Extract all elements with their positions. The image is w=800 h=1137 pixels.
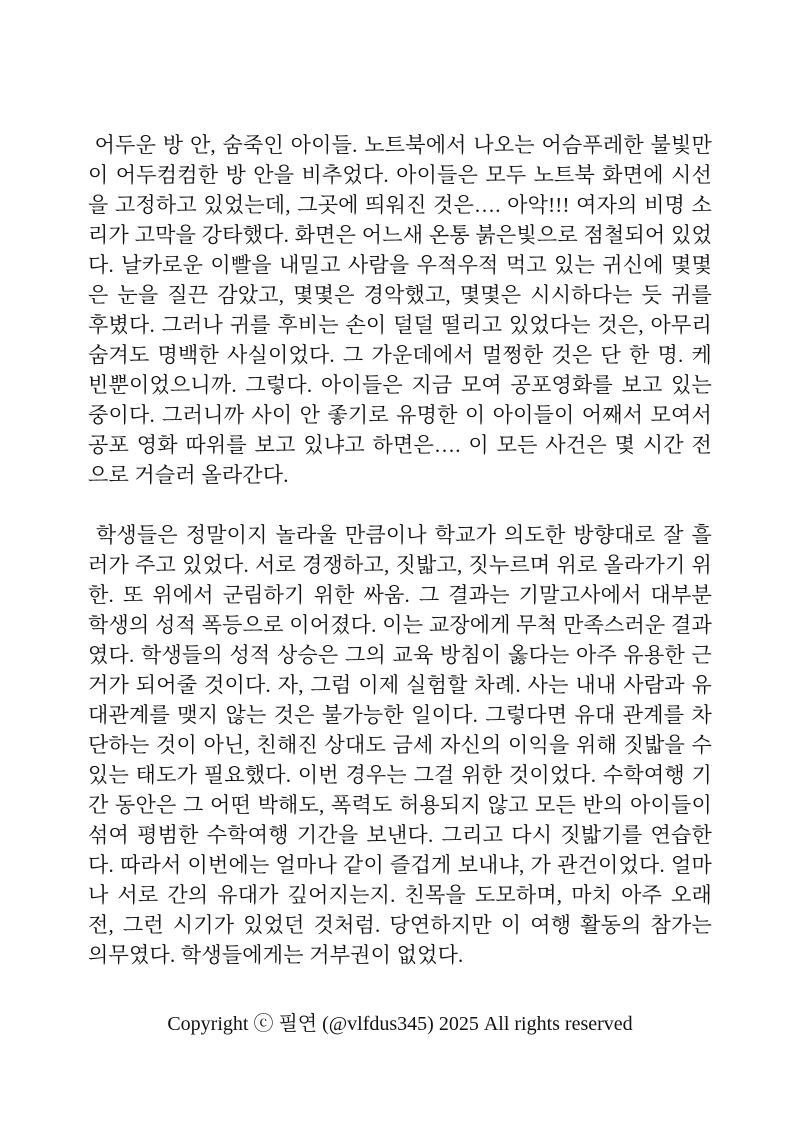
text-line: 였다. 학생들의 성적 상승은 그의 교육 방침이 옳다는 아주 유용한 근 [88, 643, 712, 667]
text-line: 이 어두컴컴한 방 안을 비추었다. 아이들은 모두 노트북 화면에 시선 [88, 163, 712, 187]
paragraph [88, 130, 712, 490]
text-line: 중이다. 그러니까 사이 안 좋기로 유명한 이 아이들이 어째서 모여서 [88, 403, 712, 427]
text-line: 간 동안은 그 어떤 박해도, 폭력도 허용되지 않고 모든 반의 아이들이 [88, 793, 712, 817]
text-line: 을 고정하고 있었는데, 그곳에 띄워진 것은…. 아악!!! 여자의 비명 소 [88, 193, 712, 217]
text-line: 전, 그런 시기가 있었던 것처럼. 당연하지만 이 여행 활동의 참가는 [88, 913, 712, 937]
body-text [88, 130, 712, 970]
text-line: 거가 되어줄 것이다. 자, 그럼 이제 실험할 차례. 사는 내내 사람과 유 [88, 673, 712, 697]
text-line: 러가 주고 있었다. 서로 경쟁하고, 짓밟고, 짓누르며 위로 올라가기 위 [88, 553, 712, 577]
text-line: 후볐다. 그러나 귀를 후비는 손이 덜덜 떨리고 있었다는 것은, 아무리 [88, 313, 712, 337]
text-line: 으로 거슬러 올라간다. [88, 463, 289, 487]
text-line: 한. 또 위에서 군림하기 위한 싸움. 그 결과는 기말고사에서 대부분 [88, 583, 712, 607]
text-line: 의무였다. 학생들에게는 거부권이 없었다. [88, 943, 464, 967]
text-line: 대관계를 맺지 않는 것은 불가능한 일이다. 그렇다면 유대 관계를 차 [88, 703, 712, 727]
text-line: 리가 고막을 강타했다. 화면은 어느새 온통 붉은빛으로 점철되어 있었 [88, 223, 712, 247]
text-line: 나 서로 간의 유대가 깊어지는지. 친목을 도모하며, 마치 아주 오래 [88, 883, 712, 907]
text-line: 단하는 것이 아닌, 친해진 상대도 금세 자신의 이익을 위해 짓밟을 수 [88, 733, 712, 757]
text-line: 공포 영화 따위를 보고 있냐고 하면은…. 이 모든 사건은 몇 시간 전 [88, 433, 712, 457]
text-line: 학생의 성적 폭등으로 이어졌다. 이는 교장에게 무척 만족스러운 결과 [88, 613, 712, 637]
text-line: 어두운 방 안, 숨죽인 아이들. 노트북에서 나오는 어슴푸레한 불빛만 [88, 133, 712, 157]
text-line: 섞여 평범한 수학여행 기간을 보낸다. 그리고 다시 짓밟기를 연습한 [88, 823, 712, 847]
text-line: 있는 태도가 필요했다. 이번 경우는 그걸 위한 것이었다. 수학여행 기 [88, 763, 712, 787]
paragraph [88, 520, 712, 970]
text-line: 학생들은 정말이지 놀라울 만큼이나 학교가 의도한 방향대로 잘 흘 [88, 523, 712, 547]
text-line: 다. 날카로운 이빨을 내밀고 사람을 우적우적 먹고 있는 귀신에 몇몇 [88, 253, 712, 277]
text-line: 다. 따라서 이번에는 얼마나 같이 즐겁게 보내냐, 가 관건이었다. 얼마 [88, 853, 712, 877]
copyright-footer: Copyright ⓒ 필연 (@vlfdus345) 2025 All rights reserved [167, 1013, 633, 1035]
text-line: 숨겨도 명백한 사실이었다. 그 가운데에서 멀쩡한 것은 단 한 명. 케 [88, 343, 712, 367]
text-line: 은 눈을 질끈 감았고, 몇몇은 경악했고, 몇몇은 시시하다는 듯 귀를 [88, 283, 712, 307]
text-line: 빈뿐이었으니까. 그렇다. 아이들은 지금 모여 공포영화를 보고 있는 [88, 373, 712, 397]
